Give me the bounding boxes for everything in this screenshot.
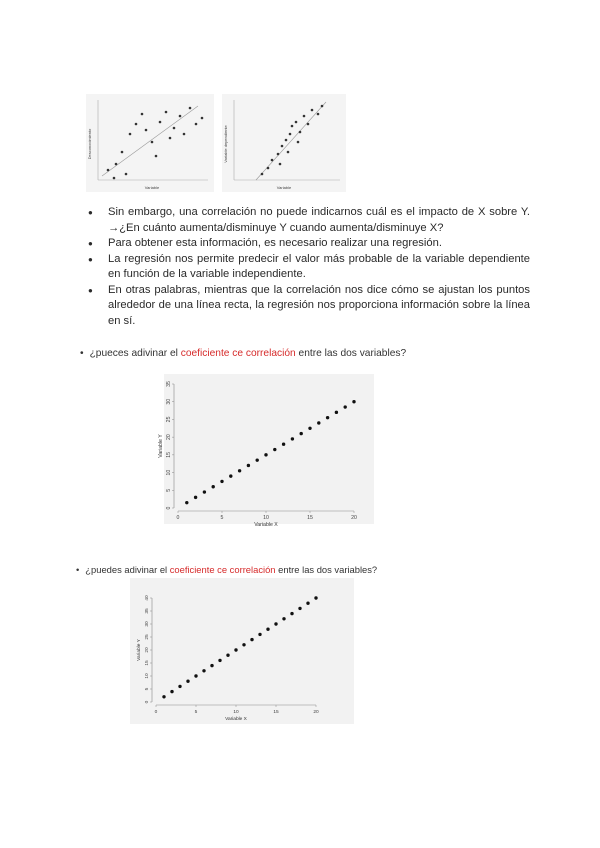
x-axis-label: Variable xyxy=(276,185,292,190)
data-point xyxy=(229,474,232,477)
bullet-item: ● La regresión nos permite predecir el valor más probable de la variable dependiente en función de la variable independiente. xyxy=(88,252,530,283)
data-point xyxy=(352,400,355,403)
question-text-post: entre las dos variables? xyxy=(275,564,378,575)
data-point xyxy=(266,628,269,631)
data-point xyxy=(273,448,276,451)
plot-background xyxy=(130,578,354,724)
data-point xyxy=(194,496,197,499)
y-axis-label: Variable dependiente xyxy=(223,125,228,163)
x-tick-label: 0 xyxy=(176,515,180,521)
question-text-pre: ¿puedes adivinar el xyxy=(85,564,170,575)
data-point xyxy=(185,501,188,504)
data-point xyxy=(264,453,267,456)
data-point xyxy=(258,633,261,636)
data-point xyxy=(326,416,329,419)
question-text-post: entre las dos variables? xyxy=(295,348,407,359)
x-tick-label: 20 xyxy=(313,710,319,715)
data-point xyxy=(210,664,213,667)
y-tick-label: 25 xyxy=(166,416,172,423)
data-point xyxy=(203,490,206,493)
data-point xyxy=(344,405,347,408)
data-point xyxy=(178,685,181,688)
data-point xyxy=(314,596,317,599)
x-axis-label: Variable xyxy=(144,185,160,190)
data-point xyxy=(291,437,294,440)
y-axis-label: Variable Y xyxy=(137,639,142,661)
scatter-chart-2 xyxy=(130,578,354,724)
x-tick-label: 10 xyxy=(263,515,269,521)
scatter-chart-1 xyxy=(148,370,378,530)
bullet-list xyxy=(88,205,530,329)
x-tick-label: 5 xyxy=(194,710,198,715)
data-point xyxy=(282,617,285,620)
top-right-scatter-figure xyxy=(222,94,346,192)
data-point xyxy=(186,680,189,683)
data-point xyxy=(238,469,241,472)
bullet-item: ● En otras palabras, mientras que la correlación nos dice cómo se ajustan los puntos alrededor de una línea recta, la regresión nos proporciona información sobre la línea en sí. xyxy=(88,283,530,330)
y-tick-label: 20 xyxy=(145,647,150,653)
x-axis-label: Variable X xyxy=(225,717,247,722)
y-tick-label: 0 xyxy=(145,700,150,704)
data-point xyxy=(308,427,311,430)
data-point xyxy=(194,674,197,677)
data-point xyxy=(212,485,215,488)
y-tick-label: 5 xyxy=(145,687,150,691)
data-point xyxy=(274,622,277,625)
figure-background xyxy=(222,94,346,192)
y-tick-label: 40 xyxy=(145,595,150,601)
x-tick-label: 15 xyxy=(273,710,279,715)
data-point xyxy=(247,464,250,467)
question-bullet: • xyxy=(76,564,80,575)
y-axis-label: Variable Y xyxy=(158,434,164,458)
data-point xyxy=(250,638,253,641)
bullet-item: ● Sin embargo, una correlación no puede indicarnos cuál es el impacto de X sobre Y. →¿En cuánto aumenta/disminuye Y cuando aumenta/disminuye X? xyxy=(88,205,530,236)
data-point xyxy=(234,648,237,651)
data-point xyxy=(162,695,165,698)
x-tick-label: 5 xyxy=(220,515,224,521)
question-bullet: • xyxy=(80,348,84,359)
x-tick-label: 10 xyxy=(233,710,239,715)
question-2 xyxy=(76,564,377,575)
x-tick-label: 0 xyxy=(154,710,158,715)
data-point xyxy=(298,607,301,610)
data-point xyxy=(226,654,229,657)
data-point xyxy=(170,690,173,693)
x-axis-label: Variable X xyxy=(254,522,278,528)
data-point xyxy=(202,669,205,672)
y-tick-label: 30 xyxy=(145,621,150,627)
x-tick-label: 15 xyxy=(307,515,313,521)
x-tick-label: 20 xyxy=(351,515,357,521)
y-tick-label: 25 xyxy=(145,634,150,640)
data-point xyxy=(317,421,320,424)
plot-background xyxy=(164,374,374,524)
y-tick-label: 0 xyxy=(166,506,172,510)
y-tick-label: 15 xyxy=(166,451,172,458)
data-point xyxy=(335,411,338,414)
y-tick-label: 35 xyxy=(166,381,172,387)
y-tick-label: 10 xyxy=(145,673,150,679)
y-tick-label: 15 xyxy=(145,660,150,666)
data-point xyxy=(282,443,285,446)
data-point xyxy=(306,602,309,605)
data-point xyxy=(220,480,223,483)
question-1 xyxy=(80,348,406,359)
question-text-pre: ¿pueces adivinar el xyxy=(89,348,181,359)
data-point xyxy=(300,432,303,435)
y-tick-label: 10 xyxy=(166,469,172,476)
y-tick-label: 5 xyxy=(166,488,172,492)
question-highlight: coeficiente ce correlación xyxy=(180,348,296,359)
data-point xyxy=(218,659,221,662)
y-tick-label: 30 xyxy=(166,398,172,405)
top-left-scatter-figure xyxy=(86,94,214,192)
bullet-item: ● Para obtener esta información, es necesario realizar una regresión. xyxy=(88,236,530,252)
y-tick-label: 35 xyxy=(145,608,150,614)
y-tick-label: 20 xyxy=(166,434,172,441)
data-point xyxy=(242,643,245,646)
question-highlight: coeficiente ce correlación xyxy=(169,564,276,575)
data-point xyxy=(256,458,259,461)
data-point xyxy=(290,612,293,615)
y-axis-label: Desconocimiento xyxy=(87,128,92,160)
